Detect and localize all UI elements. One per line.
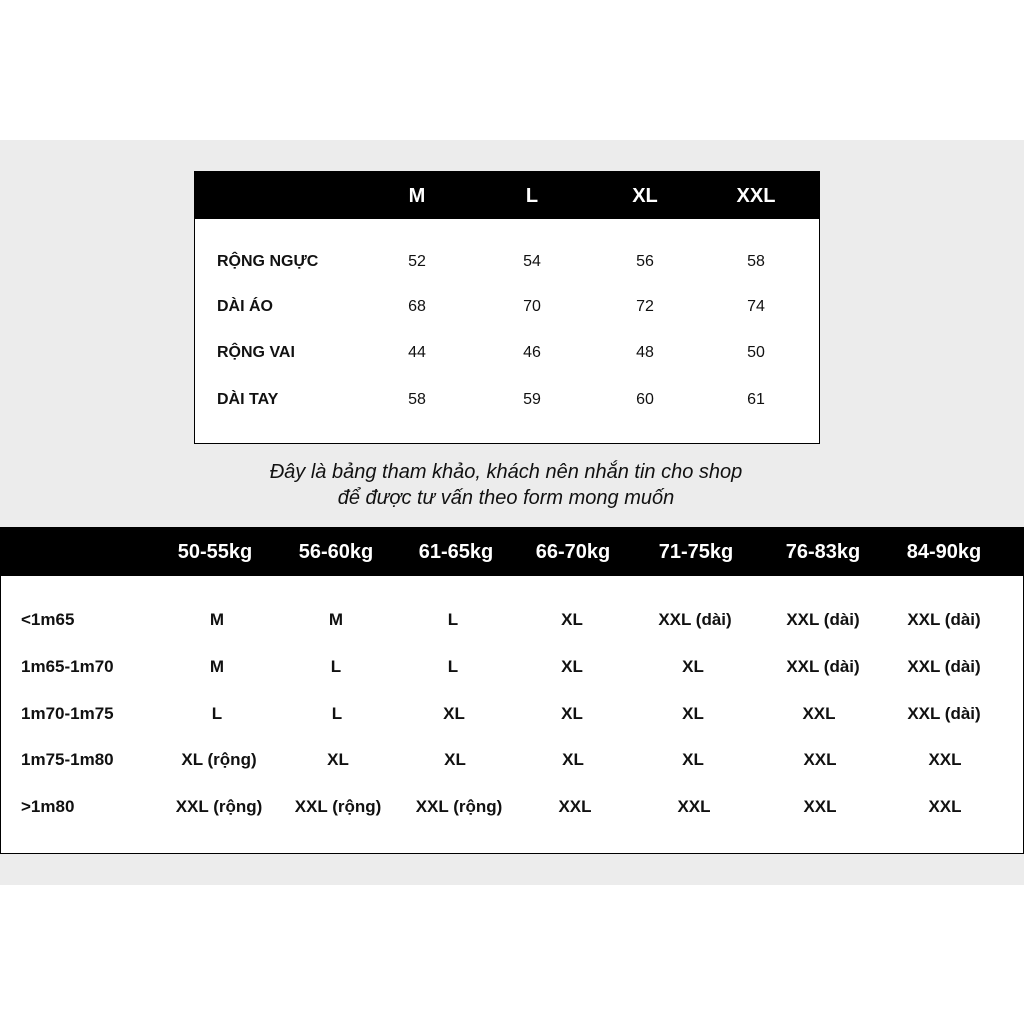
size-cell: L bbox=[331, 704, 343, 723]
size-cell: XXL bbox=[928, 797, 962, 816]
cell-value: 50 bbox=[747, 344, 765, 361]
size-cell: XXL (rộng) bbox=[175, 797, 263, 816]
size-cell: XL bbox=[327, 750, 349, 769]
height-label: 1m75-1m80 bbox=[21, 750, 114, 769]
size-cell: XL (rộng) bbox=[181, 750, 257, 769]
row-label: DÀI ÁO bbox=[217, 298, 273, 315]
size-cell: XXL bbox=[803, 750, 837, 769]
height-label: >1m80 bbox=[21, 797, 75, 816]
note-line-1: Đây là bảng tham khảo, khách nên nhắn tin cho shop bbox=[269, 461, 743, 483]
height-label: 1m70-1m75 bbox=[21, 704, 114, 723]
cell-value: 70 bbox=[523, 298, 541, 315]
size-cell: XXL bbox=[558, 797, 592, 816]
cell-value: 52 bbox=[408, 253, 426, 270]
measurement-header-row bbox=[195, 172, 819, 219]
weight-header: 66-70kg bbox=[535, 541, 611, 563]
cell-value: 58 bbox=[408, 391, 426, 408]
size-header: L bbox=[525, 185, 539, 207]
cell-value: 61 bbox=[747, 391, 765, 408]
size-cell: XXL bbox=[677, 797, 711, 816]
size-cell: XXL (rộng) bbox=[415, 797, 503, 816]
size-cell: XL bbox=[561, 610, 583, 629]
size-cell: XL bbox=[682, 657, 704, 676]
size-cell: L bbox=[447, 657, 459, 676]
weight-header: 84-90kg bbox=[906, 541, 982, 563]
cell-value: 56 bbox=[636, 253, 654, 270]
size-cell: M bbox=[209, 657, 225, 676]
row-label: RỘNG NGỰC bbox=[217, 253, 319, 270]
size-cell: XL bbox=[682, 750, 704, 769]
cell-value: 60 bbox=[636, 391, 654, 408]
height-label: <1m65 bbox=[21, 610, 75, 629]
weight-header: 56-60kg bbox=[298, 541, 374, 563]
cell-value: 46 bbox=[523, 344, 541, 361]
weight-header: 61-65kg bbox=[418, 541, 494, 563]
size-cell: XXL (dài) bbox=[907, 704, 981, 723]
weight-header: 71-75kg bbox=[658, 541, 734, 563]
size-cell: XXL (rộng) bbox=[294, 797, 382, 816]
row-label: DÀI TAY bbox=[217, 391, 279, 408]
size-cell: XXL (dài) bbox=[786, 657, 860, 676]
size-cell: XL bbox=[561, 704, 583, 723]
size-cell: XL bbox=[562, 750, 584, 769]
cell-value: 74 bbox=[747, 298, 765, 315]
size-header: XXL bbox=[736, 185, 776, 207]
size-recommendation-table bbox=[0, 527, 1024, 854]
height-label: 1m65-1m70 bbox=[21, 657, 114, 676]
size-cell: L bbox=[211, 704, 223, 723]
cell-value: 44 bbox=[408, 344, 426, 361]
cell-value: 59 bbox=[523, 391, 541, 408]
size-cell: XXL bbox=[803, 797, 837, 816]
size-cell: L bbox=[447, 610, 459, 629]
size-cell: XL bbox=[443, 704, 465, 723]
size-cell: XL bbox=[682, 704, 704, 723]
size-cell: M bbox=[328, 610, 344, 629]
cell-value: 54 bbox=[523, 253, 541, 270]
size-cell: XXL (dài) bbox=[907, 657, 981, 676]
weight-header-row bbox=[1, 528, 1023, 576]
size-cell: XXL (dài) bbox=[907, 610, 981, 629]
size-cell: XL bbox=[444, 750, 466, 769]
weight-header: 50-55kg bbox=[177, 541, 253, 563]
measurement-table bbox=[194, 171, 820, 444]
cell-value: 48 bbox=[636, 344, 654, 361]
size-cell: XXL bbox=[928, 750, 962, 769]
size-cell: XXL (dài) bbox=[658, 610, 732, 629]
note-line-2: để được tư vấn theo form mong muốn bbox=[337, 487, 675, 509]
size-cell: XXL bbox=[802, 704, 836, 723]
size-cell: M bbox=[209, 610, 225, 629]
cell-value: 58 bbox=[747, 253, 765, 270]
row-label: RỘNG VAI bbox=[217, 344, 295, 361]
cell-value: 68 bbox=[408, 298, 426, 315]
size-cell: XXL (dài) bbox=[786, 610, 860, 629]
size-cell: XL bbox=[561, 657, 583, 676]
size-header: M bbox=[408, 185, 426, 207]
weight-header: 76-83kg bbox=[785, 541, 861, 563]
cell-value: 72 bbox=[636, 298, 654, 315]
size-header: XL bbox=[632, 185, 658, 207]
size-cell: L bbox=[330, 657, 342, 676]
